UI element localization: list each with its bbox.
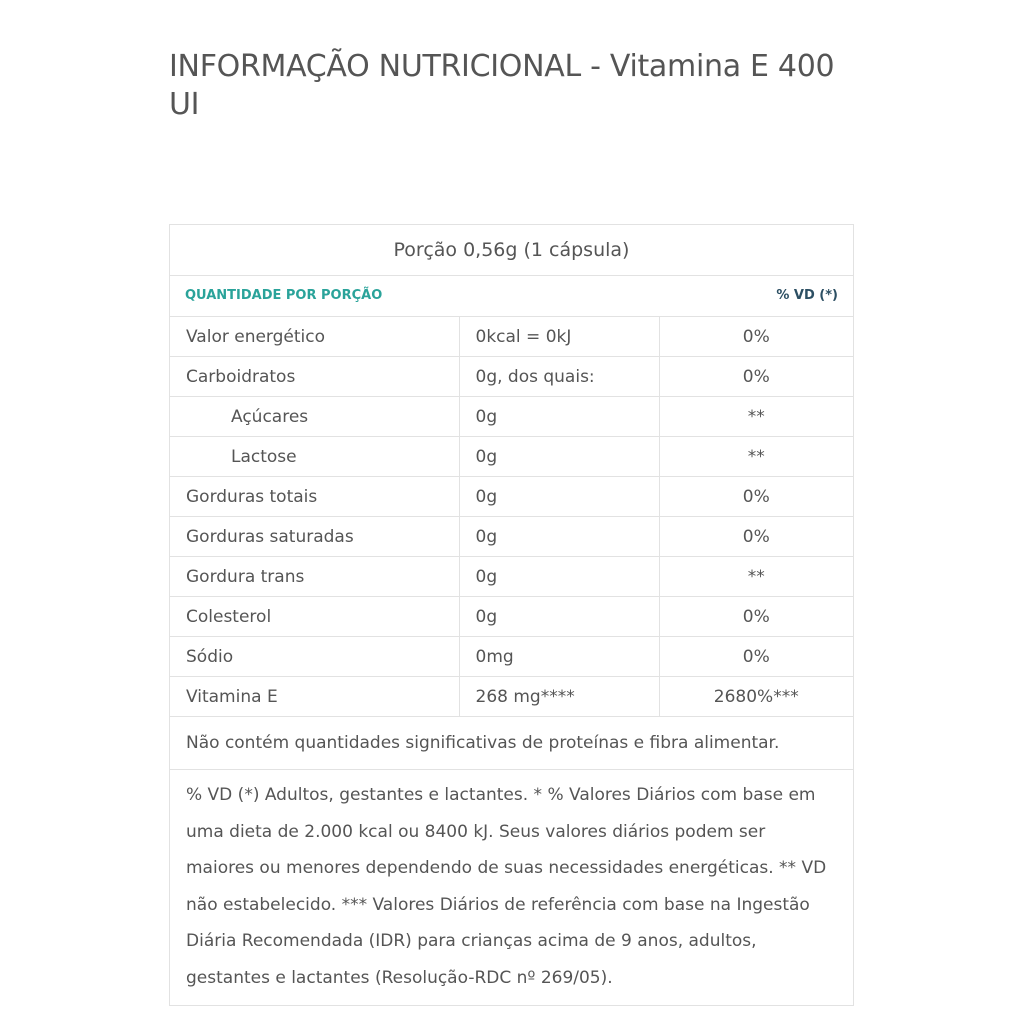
nutrient-amount: 0mg <box>459 637 659 677</box>
nutrient-dv: 2680%*** <box>659 677 853 717</box>
portion-size: Porção 0,56g (1 cápsula) <box>170 225 853 276</box>
table-row <box>170 477 853 517</box>
nutrient-amount: 0g <box>459 477 659 517</box>
table-row <box>170 557 853 597</box>
table-row <box>170 517 853 557</box>
nutrient-dv: ** <box>659 557 853 597</box>
nutrient-name: Valor energético <box>170 317 459 357</box>
table-row <box>170 437 853 477</box>
nutrient-amount: 0g <box>459 597 659 637</box>
nutrient-name: Açúcares <box>170 397 459 437</box>
nutrient-dv: ** <box>659 437 853 477</box>
nutrient-dv: ** <box>659 397 853 437</box>
header-quantity-label: QUANTIDADE POR PORÇÃO <box>185 288 383 303</box>
no-significant-note: Não contém quantidades significativas de proteínas e fibra alimentar. <box>170 717 853 770</box>
table-row <box>170 597 853 637</box>
table-header <box>170 276 853 317</box>
nutrient-name: Gordura trans <box>170 557 459 597</box>
nutrient-amount: 0g <box>459 557 659 597</box>
table-row <box>170 357 853 397</box>
nutrient-name: Lactose <box>170 437 459 477</box>
nutrient-name: Carboidratos <box>170 357 459 397</box>
nutrient-dv: 0% <box>659 517 853 557</box>
table-row <box>170 397 853 437</box>
nutrient-dv: 0% <box>659 637 853 677</box>
nutrient-name: Gorduras saturadas <box>170 517 459 557</box>
nutrient-name: Vitamina E <box>170 677 459 717</box>
nutrient-amount: 0g, dos quais: <box>459 357 659 397</box>
nutrient-amount: 0g <box>459 517 659 557</box>
nutrition-facts-table <box>169 224 854 1006</box>
table-row <box>170 317 853 357</box>
page-title: INFORMAÇÃO NUTRICIONAL - Vitamina E 400 UI <box>169 49 835 122</box>
nutrient-dv: 0% <box>659 357 853 397</box>
header-dv-label: % VD (*) <box>776 288 838 303</box>
table-row <box>170 637 853 677</box>
nutrient-dv: 0% <box>659 477 853 517</box>
nutrient-name: Sódio <box>170 637 459 677</box>
nutrient-list <box>170 317 853 717</box>
table-row <box>170 677 853 717</box>
footnote-text: % VD (*) Adultos, gestantes e lactantes. * % Valores Diários com base em uma dieta de 2.000 kcal ou 8400 kJ. Seus valores diários podem ser maiores ou menores dependendo de suas necessidades energéticas. ** VD não estabelecido. *** Valores Diários de referência com base na Ingestão Diária Recomendada (IDR) para crianças acima de 9 anos, adultos, gestantes e lactantes (Resolução-RDC nº 269/05). <box>186 785 827 988</box>
nutrient-name: Gorduras totais <box>170 477 459 517</box>
nutrient-dv: 0% <box>659 597 853 637</box>
nutrient-amount: 0g <box>459 397 659 437</box>
nutrient-amount: 0g <box>459 437 659 477</box>
nutrient-dv: 0% <box>659 317 853 357</box>
nutrient-amount: 268 mg**** <box>459 677 659 717</box>
nutrient-amount: 0kcal = 0kJ <box>459 317 659 357</box>
nutrient-name: Colesterol <box>170 597 459 637</box>
